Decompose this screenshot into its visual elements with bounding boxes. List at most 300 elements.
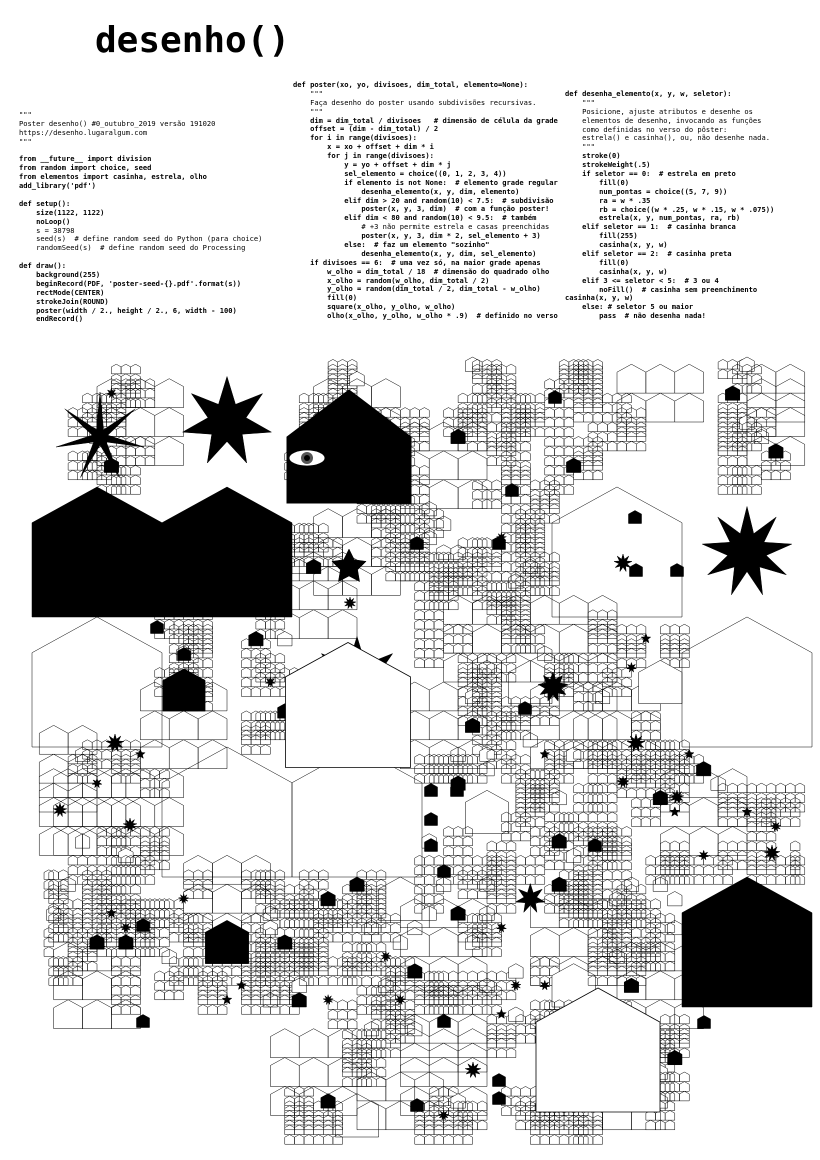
house-shape bbox=[376, 942, 386, 952]
house-shape bbox=[151, 621, 164, 634]
code-line: stroke(0) bbox=[565, 151, 621, 161]
eye-house bbox=[287, 390, 411, 503]
house-shape bbox=[473, 489, 483, 499]
house-shape bbox=[434, 610, 444, 620]
house-shape bbox=[314, 509, 343, 538]
house-shape bbox=[535, 865, 545, 875]
house-shape bbox=[574, 783, 584, 793]
house-shape bbox=[429, 480, 458, 509]
house-shape bbox=[516, 1024, 526, 1034]
house-shape bbox=[776, 875, 786, 885]
house-shape bbox=[545, 417, 555, 427]
code-line: """ bbox=[19, 136, 32, 146]
house-shape bbox=[574, 692, 584, 702]
house-shape bbox=[627, 441, 637, 451]
house-shape bbox=[545, 408, 555, 418]
house-shape bbox=[516, 875, 526, 885]
house-shape bbox=[752, 465, 762, 475]
house-shape bbox=[323, 1135, 333, 1145]
house-shape bbox=[698, 1016, 711, 1029]
house-shape bbox=[718, 817, 728, 827]
house-shape bbox=[458, 889, 468, 899]
house-shape bbox=[126, 456, 136, 466]
house-shape bbox=[718, 359, 728, 369]
house-shape bbox=[786, 783, 796, 793]
house-shape bbox=[554, 427, 564, 437]
house-shape bbox=[420, 465, 430, 475]
star-shape bbox=[344, 597, 356, 609]
code-line: fill(0) bbox=[293, 293, 358, 303]
house-shape bbox=[429, 928, 458, 957]
house-shape bbox=[670, 624, 680, 634]
house-shape bbox=[578, 672, 588, 682]
house-shape bbox=[665, 961, 675, 971]
house-shape bbox=[468, 889, 478, 899]
house-shape bbox=[463, 643, 473, 653]
house-shape bbox=[501, 643, 511, 653]
house-shape bbox=[328, 966, 338, 976]
house-shape bbox=[410, 408, 420, 418]
house-shape bbox=[598, 422, 608, 432]
house-shape bbox=[434, 528, 444, 538]
house-shape bbox=[343, 932, 353, 942]
house-shape bbox=[169, 740, 198, 769]
house-shape bbox=[463, 826, 473, 836]
house-shape bbox=[463, 624, 473, 634]
house-shape bbox=[155, 981, 165, 991]
house-shape bbox=[318, 523, 328, 533]
house-shape bbox=[651, 711, 661, 721]
house-shape bbox=[588, 653, 598, 663]
house-shape bbox=[578, 812, 588, 822]
house-shape bbox=[347, 1009, 357, 1019]
house-shape bbox=[318, 870, 328, 880]
house-shape bbox=[487, 1014, 497, 1024]
house-shape bbox=[588, 422, 598, 432]
code-line: poster(width / 2., height / 2., 6, width - 100) bbox=[19, 305, 237, 315]
house-shape bbox=[241, 711, 251, 721]
house-shape bbox=[497, 903, 507, 913]
code-line: casinha(x, y, w) bbox=[565, 240, 668, 250]
house-shape bbox=[160, 788, 170, 798]
house-shape bbox=[639, 660, 682, 703]
code-line: def setup(): bbox=[19, 198, 71, 208]
house-shape bbox=[492, 489, 502, 499]
star-shape bbox=[332, 549, 366, 582]
code-line: casinha(x, y, w) bbox=[565, 266, 668, 276]
house-shape bbox=[97, 826, 107, 836]
house-shape bbox=[371, 557, 381, 567]
code-line: desenha_elemento(x, y, dim, sel_elemento) bbox=[293, 248, 537, 258]
house-shape bbox=[68, 427, 78, 437]
house-shape bbox=[660, 624, 670, 634]
code-line: def poster(xo, yo, divisoes, dim_total, elemento=None): bbox=[293, 80, 528, 89]
house-shape bbox=[665, 1101, 675, 1111]
house-shape bbox=[83, 971, 112, 1000]
house-shape bbox=[357, 985, 367, 995]
house-shape bbox=[140, 711, 169, 740]
house-shape bbox=[328, 1019, 338, 1029]
house-shape bbox=[473, 499, 483, 509]
house-shape bbox=[781, 817, 791, 827]
house-shape bbox=[314, 1135, 324, 1145]
house-shape bbox=[280, 1005, 290, 1015]
code-line: Poster desenho() #0_outubro_2019 versão 191020 bbox=[19, 118, 216, 128]
house-shape bbox=[68, 451, 78, 461]
code-line: num_pontas = choice((5, 7, 9)) bbox=[565, 186, 728, 196]
house-shape bbox=[162, 487, 292, 617]
house-shape bbox=[501, 822, 511, 832]
code-line: sel_elemento = choice((0, 1, 2, 3, 4)) bbox=[293, 168, 507, 178]
house-shape bbox=[477, 441, 487, 451]
house-shape bbox=[453, 643, 463, 653]
house-shape bbox=[217, 1005, 227, 1015]
house-shape bbox=[357, 504, 367, 514]
house-shape bbox=[285, 1086, 295, 1096]
house-shape bbox=[646, 1120, 656, 1130]
house-shape bbox=[790, 817, 800, 827]
house-shape bbox=[241, 658, 251, 668]
house-shape bbox=[636, 624, 646, 634]
house-shape bbox=[497, 841, 507, 851]
house-shape bbox=[97, 836, 107, 846]
code-line: randomSeed(s) # define random seed do Processing bbox=[19, 243, 246, 253]
house-shape bbox=[545, 740, 555, 750]
house-shape bbox=[429, 711, 458, 740]
house-shape bbox=[458, 971, 468, 981]
house-shape bbox=[241, 1005, 251, 1015]
house-shape bbox=[680, 841, 690, 851]
code-line: for j in range(divisoes): bbox=[293, 151, 434, 161]
house-shape bbox=[169, 711, 198, 740]
code-column-poster bbox=[293, 81, 558, 321]
house-shape bbox=[425, 813, 438, 826]
house-shape bbox=[434, 648, 444, 658]
house-shape bbox=[465, 790, 508, 833]
house-shape bbox=[607, 441, 617, 451]
house-shape bbox=[588, 663, 598, 673]
house-shape bbox=[607, 653, 617, 663]
star-shape bbox=[497, 1009, 507, 1018]
house-shape bbox=[270, 1005, 280, 1015]
house-shape bbox=[530, 826, 540, 836]
house-shape bbox=[415, 1135, 425, 1145]
house-shape bbox=[463, 846, 473, 856]
house-shape bbox=[111, 773, 121, 783]
house-shape bbox=[299, 1029, 328, 1058]
house-shape bbox=[463, 1135, 473, 1145]
house-shape bbox=[131, 773, 141, 783]
code-line: def draw(): bbox=[19, 261, 66, 271]
house-shape bbox=[545, 379, 555, 389]
house-shape bbox=[155, 990, 165, 1000]
house-shape bbox=[680, 658, 690, 668]
code-line: noFill() # casinha sem preenchimento bbox=[565, 284, 758, 294]
house-shape bbox=[651, 730, 661, 740]
house-shape bbox=[444, 417, 454, 427]
code-line: Posicione, ajuste atributos e desenhe os bbox=[565, 106, 753, 116]
house-shape bbox=[444, 624, 473, 653]
house-shape bbox=[367, 870, 377, 880]
house-shape bbox=[492, 913, 502, 923]
house-shape bbox=[203, 913, 213, 923]
house-shape bbox=[598, 812, 608, 822]
house-shape bbox=[530, 480, 540, 490]
house-shape bbox=[39, 725, 68, 754]
house-shape bbox=[424, 894, 434, 904]
house-shape bbox=[424, 610, 434, 620]
house-shape bbox=[111, 956, 121, 966]
house-shape bbox=[651, 899, 661, 909]
house-shape bbox=[559, 624, 588, 653]
house-shape bbox=[747, 831, 757, 841]
house-shape bbox=[251, 913, 261, 923]
house-shape bbox=[487, 841, 497, 851]
house-shape bbox=[540, 956, 550, 966]
house-shape bbox=[501, 513, 511, 523]
house-shape bbox=[506, 841, 516, 851]
house-shape bbox=[463, 1005, 473, 1015]
house-shape bbox=[593, 470, 603, 480]
house-shape bbox=[492, 480, 502, 490]
house-shape bbox=[530, 595, 559, 624]
house-shape bbox=[593, 412, 603, 422]
house-shape bbox=[415, 591, 425, 601]
house-shape bbox=[646, 971, 675, 1000]
house-shape bbox=[671, 564, 684, 577]
house-shape bbox=[757, 841, 767, 851]
house-shape bbox=[328, 976, 338, 986]
house-shape bbox=[420, 485, 430, 495]
house-shape bbox=[487, 615, 497, 625]
code-line: fill(0) bbox=[565, 257, 630, 267]
house-shape bbox=[424, 658, 434, 668]
house-shape bbox=[357, 1101, 386, 1130]
house-shape bbox=[87, 961, 97, 971]
house-shape bbox=[338, 1000, 348, 1010]
house-shape bbox=[540, 1135, 550, 1145]
house-shape bbox=[559, 1135, 569, 1145]
house-shape bbox=[169, 932, 179, 942]
house-shape bbox=[371, 932, 381, 942]
house-shape bbox=[752, 475, 762, 485]
house-shape bbox=[299, 393, 309, 403]
house-shape bbox=[530, 928, 559, 957]
code-line: elif dim > 20 and random(10) < 7.5: # subdivisão bbox=[293, 195, 554, 205]
house-shape bbox=[131, 976, 141, 986]
generative-house-artwork bbox=[0, 345, 820, 1160]
house-shape bbox=[198, 711, 227, 740]
house-shape bbox=[477, 1120, 487, 1130]
house-shape bbox=[766, 783, 776, 793]
house-shape bbox=[140, 740, 169, 769]
house-shape bbox=[506, 653, 516, 663]
house-shape bbox=[415, 639, 425, 649]
house-shape bbox=[116, 446, 126, 456]
house-shape bbox=[497, 971, 507, 981]
house-shape bbox=[391, 408, 401, 418]
house-shape bbox=[545, 903, 555, 913]
house-shape bbox=[270, 687, 280, 697]
house-shape bbox=[299, 610, 328, 639]
house-shape bbox=[574, 701, 584, 711]
house-shape bbox=[415, 754, 425, 764]
house-shape bbox=[473, 855, 483, 865]
code-line: elif 3 <= seletor < 5: # 3 ou 4 bbox=[565, 275, 719, 285]
code-line: desenha_elemento(x, y, dim, elemento) bbox=[293, 186, 520, 196]
house-shape bbox=[68, 754, 78, 764]
house-shape bbox=[718, 475, 728, 485]
house-shape bbox=[694, 875, 704, 885]
house-shape bbox=[338, 1019, 348, 1029]
house-shape bbox=[501, 571, 511, 581]
house-shape bbox=[680, 1091, 690, 1101]
house-shape bbox=[473, 1005, 483, 1015]
house-shape bbox=[493, 1074, 506, 1087]
code-line: casinha(x, y, w) bbox=[565, 293, 634, 303]
house-shape bbox=[501, 831, 511, 841]
house-shape bbox=[251, 687, 261, 697]
house-shape bbox=[535, 875, 545, 885]
house-shape bbox=[680, 1082, 690, 1092]
house-shape bbox=[497, 1048, 507, 1058]
house-shape bbox=[453, 624, 463, 634]
house-shape bbox=[131, 740, 141, 750]
house-shape bbox=[627, 788, 637, 798]
house-shape bbox=[131, 485, 141, 495]
house-shape bbox=[607, 610, 617, 620]
house-shape bbox=[473, 947, 483, 957]
house-shape bbox=[680, 740, 690, 750]
house-shape bbox=[530, 716, 540, 726]
house-shape bbox=[588, 812, 598, 822]
house-shape bbox=[559, 918, 569, 928]
house-shape bbox=[535, 817, 545, 827]
star-shape bbox=[702, 507, 792, 595]
house-shape bbox=[121, 956, 131, 966]
house-shape bbox=[429, 451, 458, 480]
house-shape bbox=[776, 865, 786, 875]
house-shape bbox=[381, 932, 391, 942]
house-shape bbox=[362, 932, 372, 942]
house-shape bbox=[757, 408, 767, 418]
house-shape bbox=[680, 802, 690, 812]
house-shape bbox=[251, 745, 261, 755]
house-shape bbox=[564, 485, 574, 495]
house-shape bbox=[550, 1135, 560, 1145]
house-shape bbox=[554, 417, 564, 427]
house-shape bbox=[521, 1086, 531, 1096]
house-shape bbox=[140, 778, 150, 788]
house-shape bbox=[646, 875, 656, 885]
house-shape bbox=[429, 682, 458, 711]
code-line: y = yo + offset + dim * j bbox=[293, 160, 452, 170]
house-shape bbox=[415, 619, 425, 629]
house-shape bbox=[352, 932, 362, 942]
house-shape bbox=[444, 855, 454, 865]
house-shape bbox=[415, 648, 425, 658]
house-shape bbox=[501, 562, 511, 572]
house-shape bbox=[665, 923, 675, 933]
house-shape bbox=[347, 1000, 357, 1010]
house-shape bbox=[376, 1077, 386, 1087]
house-shape bbox=[424, 648, 434, 658]
house-shape bbox=[588, 610, 598, 620]
house-shape bbox=[83, 1000, 112, 1029]
house-shape bbox=[530, 976, 540, 986]
house-shape bbox=[718, 369, 728, 379]
house-shape bbox=[415, 865, 425, 875]
house-shape bbox=[473, 480, 483, 490]
house-shape bbox=[487, 422, 497, 432]
house-shape bbox=[131, 836, 141, 846]
house-shape bbox=[415, 894, 425, 904]
house-shape bbox=[757, 783, 767, 793]
house-shape bbox=[309, 870, 319, 880]
code-line: dim = dim_total / divisoes # dimensão de célula da grade bbox=[293, 115, 558, 125]
house-shape bbox=[795, 783, 805, 793]
house-shape bbox=[203, 870, 213, 880]
house-shape bbox=[501, 773, 511, 783]
house-shape bbox=[501, 1106, 511, 1116]
house-shape bbox=[68, 725, 97, 754]
house-shape bbox=[704, 875, 714, 885]
house-shape bbox=[631, 817, 641, 827]
house-shape bbox=[400, 928, 429, 957]
house-shape bbox=[790, 841, 800, 851]
house-shape bbox=[32, 487, 162, 617]
house-shape bbox=[737, 841, 747, 851]
star-shape bbox=[627, 734, 645, 752]
house-shape bbox=[564, 417, 574, 427]
house-shape bbox=[530, 1135, 540, 1145]
house-shape bbox=[54, 1000, 83, 1029]
code-line: elif seletor == 1: # casinha branca bbox=[565, 222, 736, 232]
house-shape bbox=[629, 511, 642, 524]
house-shape bbox=[728, 456, 738, 466]
house-shape bbox=[603, 889, 613, 899]
code-line: size(1122, 1122) bbox=[19, 207, 105, 217]
house-shape bbox=[203, 889, 213, 899]
star-shape bbox=[183, 377, 272, 464]
house-shape bbox=[651, 817, 661, 827]
house-shape bbox=[405, 1033, 415, 1043]
house-shape bbox=[521, 451, 531, 461]
house-shape bbox=[68, 855, 78, 865]
house-shape bbox=[304, 1135, 314, 1145]
house-shape bbox=[550, 802, 560, 812]
house-shape bbox=[622, 860, 632, 870]
house-shape bbox=[121, 985, 131, 995]
house-shape bbox=[391, 913, 401, 923]
house-shape bbox=[564, 436, 574, 446]
house-shape bbox=[550, 586, 560, 596]
house-shape bbox=[574, 793, 584, 803]
house-shape bbox=[434, 894, 444, 904]
house-shape bbox=[682, 617, 812, 747]
house-shape bbox=[607, 783, 617, 793]
house-shape bbox=[137, 919, 150, 932]
code-line: """ bbox=[293, 88, 323, 98]
house-shape bbox=[636, 788, 646, 798]
house-shape bbox=[630, 564, 643, 577]
house-shape bbox=[68, 773, 78, 783]
house-shape bbox=[607, 793, 617, 803]
house-shape bbox=[213, 855, 242, 884]
code-line: beginRecord(PDF, 'poster-seed-{}.pdf'.format(s)) bbox=[19, 278, 242, 288]
house-shape bbox=[506, 903, 516, 913]
house-shape bbox=[641, 817, 651, 827]
